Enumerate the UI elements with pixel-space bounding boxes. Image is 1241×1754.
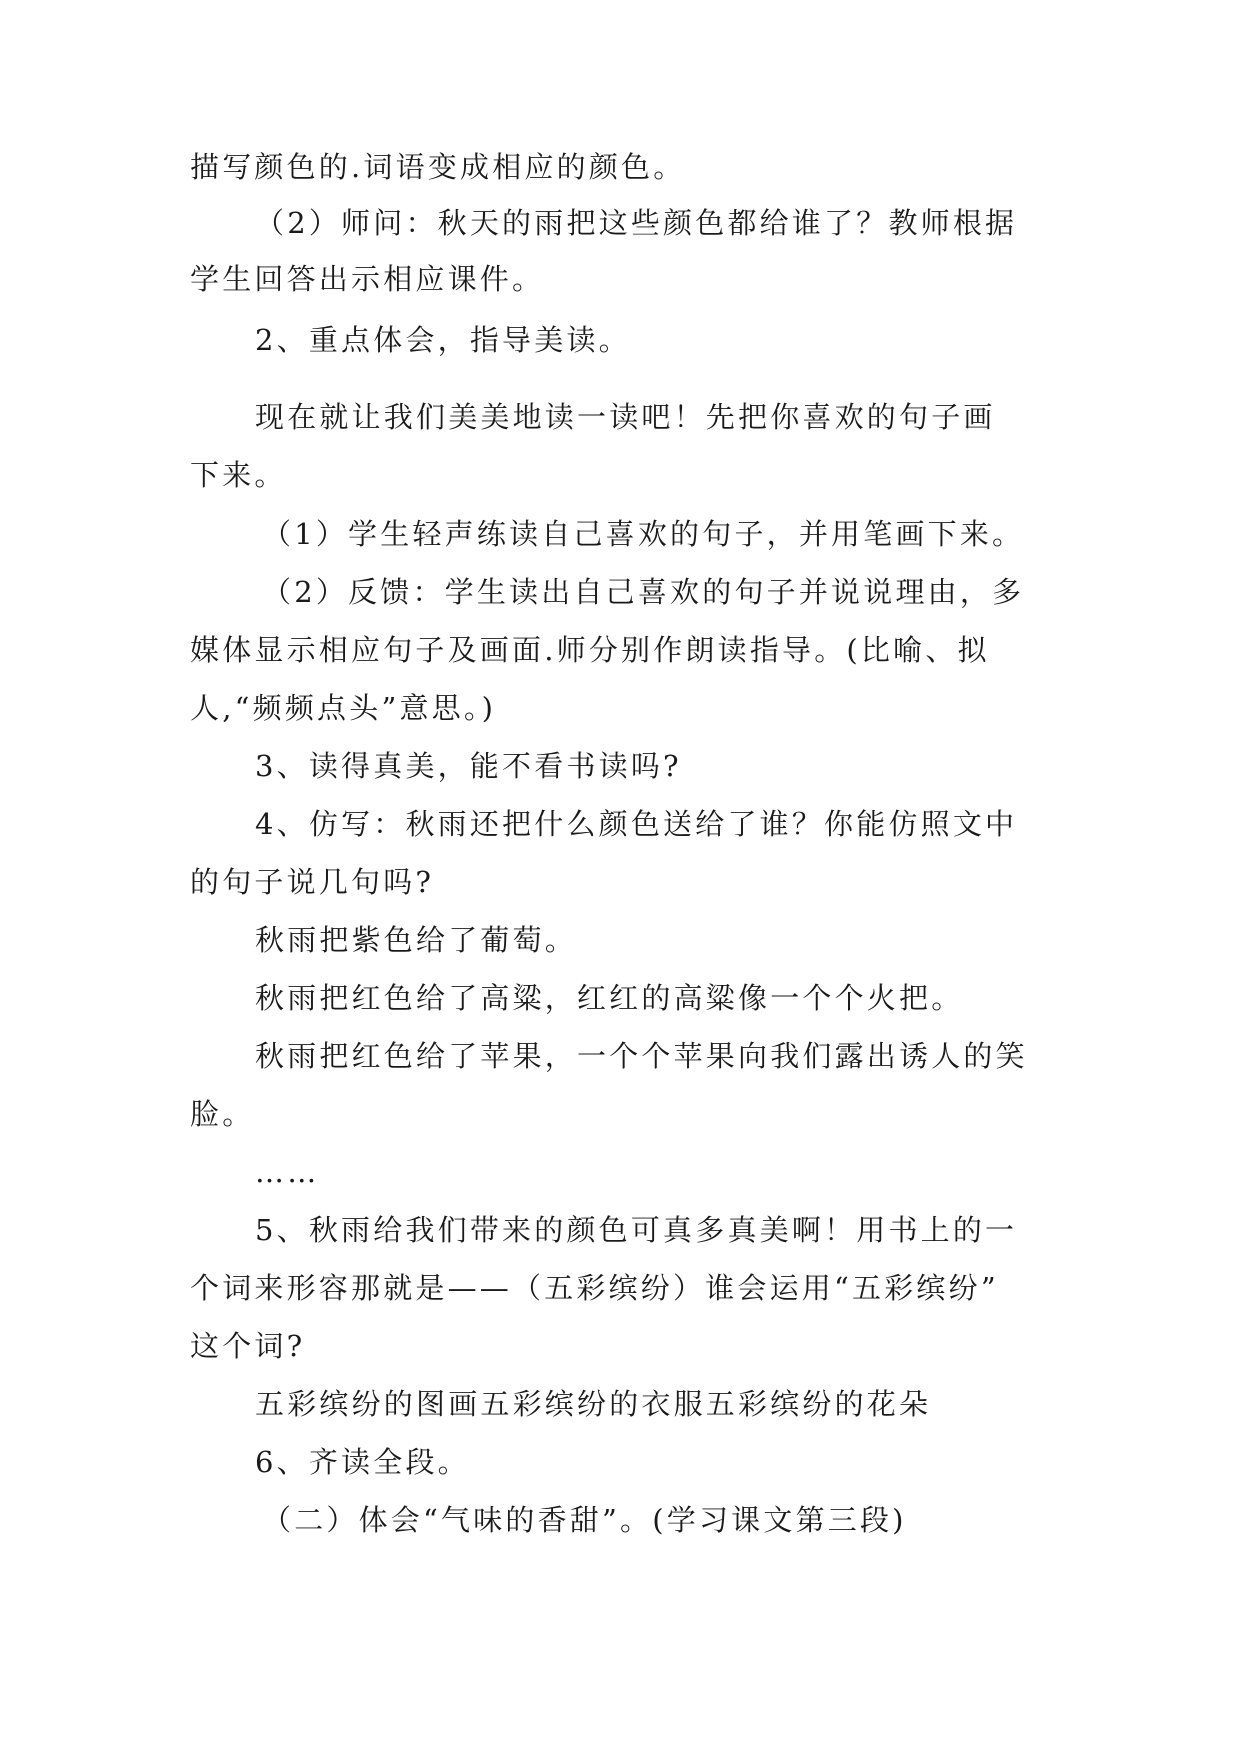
paragraph-line: 秋雨把红色给了苹果，一个个苹果向我们露出诱人的笑	[255, 1039, 1028, 1073]
paragraph-line: 2、重点体会，指导美读。	[255, 323, 631, 357]
paragraph-line: 6、齐读全段。	[255, 1445, 470, 1479]
paragraph-line: 人,“频频点头”意思。)	[190, 691, 497, 725]
paragraph-line: 3、读得真美，能不看书读吗?	[255, 749, 682, 783]
paragraph-line: 秋雨把红色给了高粱，红红的高粱像一个个火把。	[255, 981, 964, 1015]
paragraph-line: （1）学生轻声练读自己喜欢的句子，并用笔画下来。	[262, 517, 1025, 551]
paragraph-line: 现在就让我们美美地读一读吧！先把你喜欢的句子画	[255, 400, 996, 434]
paragraph-line: 脸。	[190, 1097, 255, 1131]
paragraph-line: 5、秋雨给我们带来的颜色可真多真美啊！用书上的一	[255, 1213, 1018, 1247]
paragraph-line: 秋雨把紫色给了葡萄。	[255, 923, 578, 957]
paragraph-line: 媒体显示相应句子及画面.师分别作朗读指导。(比喻、拟	[190, 633, 990, 667]
paragraph-line: 描写颜色的.词语变成相应的颜色。	[190, 150, 686, 184]
paragraph-line: 个词来形容那就是——（五彩缤纷）谁会运用“五彩缤纷”	[190, 1271, 999, 1305]
paragraph-line: ……	[255, 1155, 320, 1189]
paragraph-line: 五彩缤纷的图画五彩缤纷的衣服五彩缤纷的花朵	[255, 1387, 932, 1421]
paragraph-line: （2）师问：秋天的雨把这些颜色都给谁了？教师根据	[255, 206, 1018, 240]
paragraph-line: 这个词?	[190, 1329, 306, 1363]
paragraph-line: 下来。	[190, 458, 287, 492]
paragraph-line: 的句子说几句吗?	[190, 865, 435, 899]
paragraph-line: （2）反馈：学生读出自己喜欢的句子并说说理由，多	[262, 575, 1025, 609]
paragraph-line: 学生回答出示相应课件。	[190, 262, 545, 296]
paragraph-line: （二）体会“气味的香甜”。(学习课文第三段)	[262, 1503, 907, 1537]
paragraph-line: 4、仿写：秋雨还把什么颜色送给了谁？你能仿照文中	[255, 807, 1018, 841]
